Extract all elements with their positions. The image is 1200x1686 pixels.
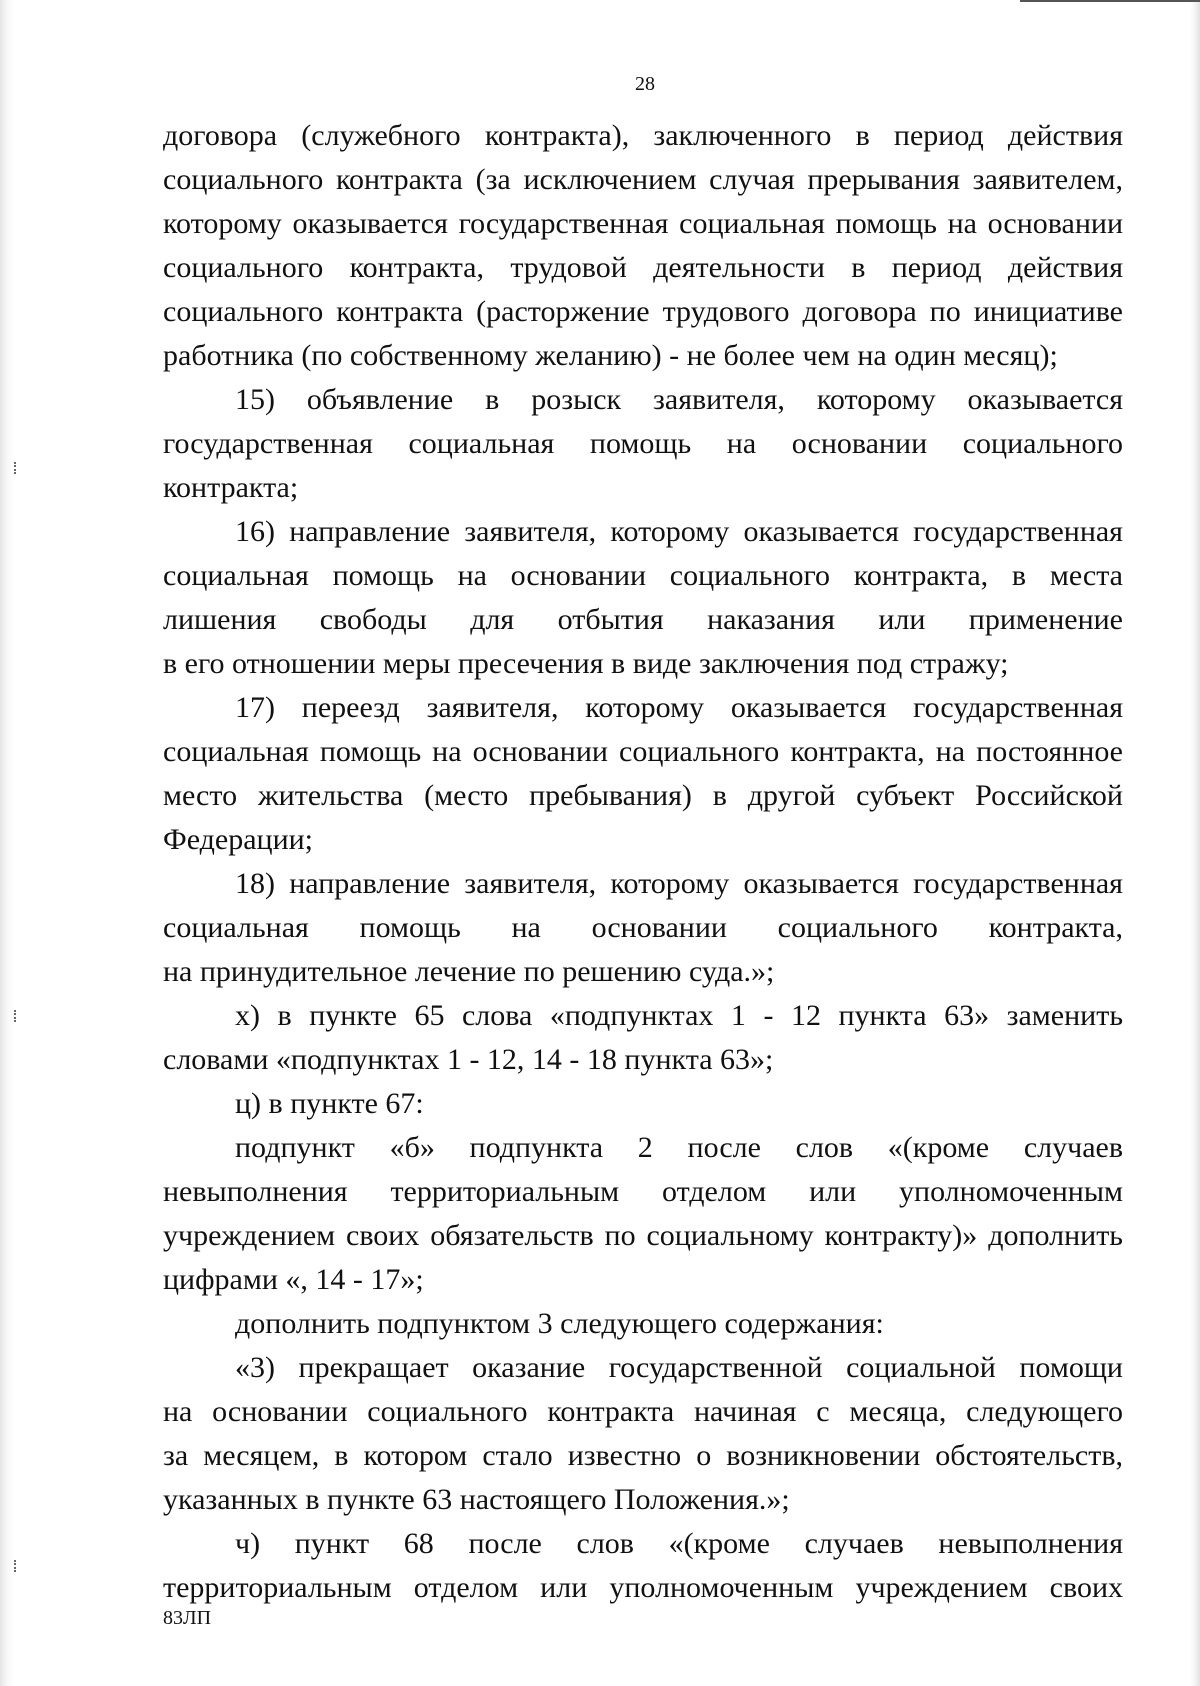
text-line: территориальным отделом или уполномоченным учреждением своих xyxy=(163,1571,1123,1604)
paragraph xyxy=(163,1082,1123,1126)
page-number: 28 xyxy=(635,73,655,95)
text-line: за месяцем, в котором стало известно о возникновении обстоятельств, xyxy=(163,1439,1123,1472)
text-line: цифрами «, 14 - 17»; xyxy=(163,1263,424,1296)
text-line: 17) переезд заявителя, которому оказывается государственная xyxy=(235,691,1123,724)
text-line: на основании социального контракта начиная с месяца, следующего xyxy=(163,1395,1123,1428)
paragraph xyxy=(163,1126,1123,1302)
text-line: которому оказывается государственная социальная помощь на основании xyxy=(163,207,1123,240)
text-line: место жительства (место пребывания) в другой субъект Российской xyxy=(163,779,1123,812)
text-line: социального контракта (за исключением случая прерывания заявителем, xyxy=(163,163,1123,196)
text-line: социальная помощь на основании социального контракта, на постоянное xyxy=(163,735,1123,768)
scan-edge-right xyxy=(1190,0,1200,1686)
paragraph xyxy=(163,510,1123,686)
text-line: 16) направление заявителя, которому оказывается государственная xyxy=(235,515,1123,548)
text-line: невыполнения территориальным отделом или уполномоченным xyxy=(163,1175,1123,1208)
text-line: дополнить подпунктом 3 следующего содержания: xyxy=(235,1307,884,1340)
document-body xyxy=(163,114,1123,1610)
paragraph xyxy=(163,686,1123,862)
text-line: ц) в пункте 67: xyxy=(235,1087,424,1120)
text-line: договора (служебного контракта), заключенного в период действия xyxy=(163,119,1123,152)
top-right-rule xyxy=(1020,0,1200,2)
text-line: х) в пункте 65 слова «подпунктах 1 - 12 пункта 63» заменить xyxy=(235,999,1123,1032)
text-line: лишения свободы для отбытия наказания или применение xyxy=(163,603,1123,636)
paragraph xyxy=(163,862,1123,994)
scan-edge-mark xyxy=(14,462,18,474)
text-line: «3) прекращает оказание государственной социальной помощи xyxy=(235,1351,1123,1384)
text-line: социального контракта, трудовой деятельности в период действия xyxy=(163,251,1123,284)
text-line: социального контракта (расторжение трудового договора по инициативе xyxy=(163,295,1123,328)
paragraph xyxy=(163,378,1123,510)
text-line: контракта; xyxy=(163,471,299,504)
text-line: подпункт «б» подпункта 2 после слов «(кроме случаев xyxy=(235,1131,1123,1164)
paragraph xyxy=(163,1522,1123,1610)
paragraph xyxy=(163,994,1123,1082)
scan-edge-mark xyxy=(14,1560,18,1572)
footer-document-code: 83ЛП xyxy=(163,1607,212,1629)
text-line: государственная социальная помощь на основании социального xyxy=(163,427,1123,460)
scan-edge-mark xyxy=(14,1010,18,1022)
paragraph xyxy=(163,1302,1123,1346)
paragraph xyxy=(163,1346,1123,1522)
text-line: 18) направление заявителя, которому оказывается государственная xyxy=(235,867,1123,900)
text-line: словами «подпунктах 1 - 12, 14 - 18 пункта 63»; xyxy=(163,1043,774,1076)
paragraph xyxy=(163,114,1123,378)
text-line: Федерации; xyxy=(163,823,314,856)
text-line: учреждением своих обязательств по социальному контракту)» дополнить xyxy=(163,1219,1123,1252)
text-line: в его отношении меры пресечения в виде заключения под стражу; xyxy=(163,647,1009,680)
text-line: указанных в пункте 63 настоящего Положения.»; xyxy=(163,1483,790,1516)
text-line: на принудительное лечение по решению суда.»; xyxy=(163,955,775,988)
text-line: ч) пункт 68 после слов «(кроме случаев невыполнения xyxy=(235,1527,1123,1560)
text-line: 15) объявление в розыск заявителя, которому оказывается xyxy=(235,383,1123,416)
text-line: социальная помощь на основании социального контракта, в места xyxy=(163,559,1123,592)
text-line: работника (по собственному желанию) - не более чем на один месяц); xyxy=(163,339,1058,372)
text-line: социальная помощь на основании социального контракта, xyxy=(163,911,1123,944)
scan-edge-left xyxy=(0,0,14,1686)
